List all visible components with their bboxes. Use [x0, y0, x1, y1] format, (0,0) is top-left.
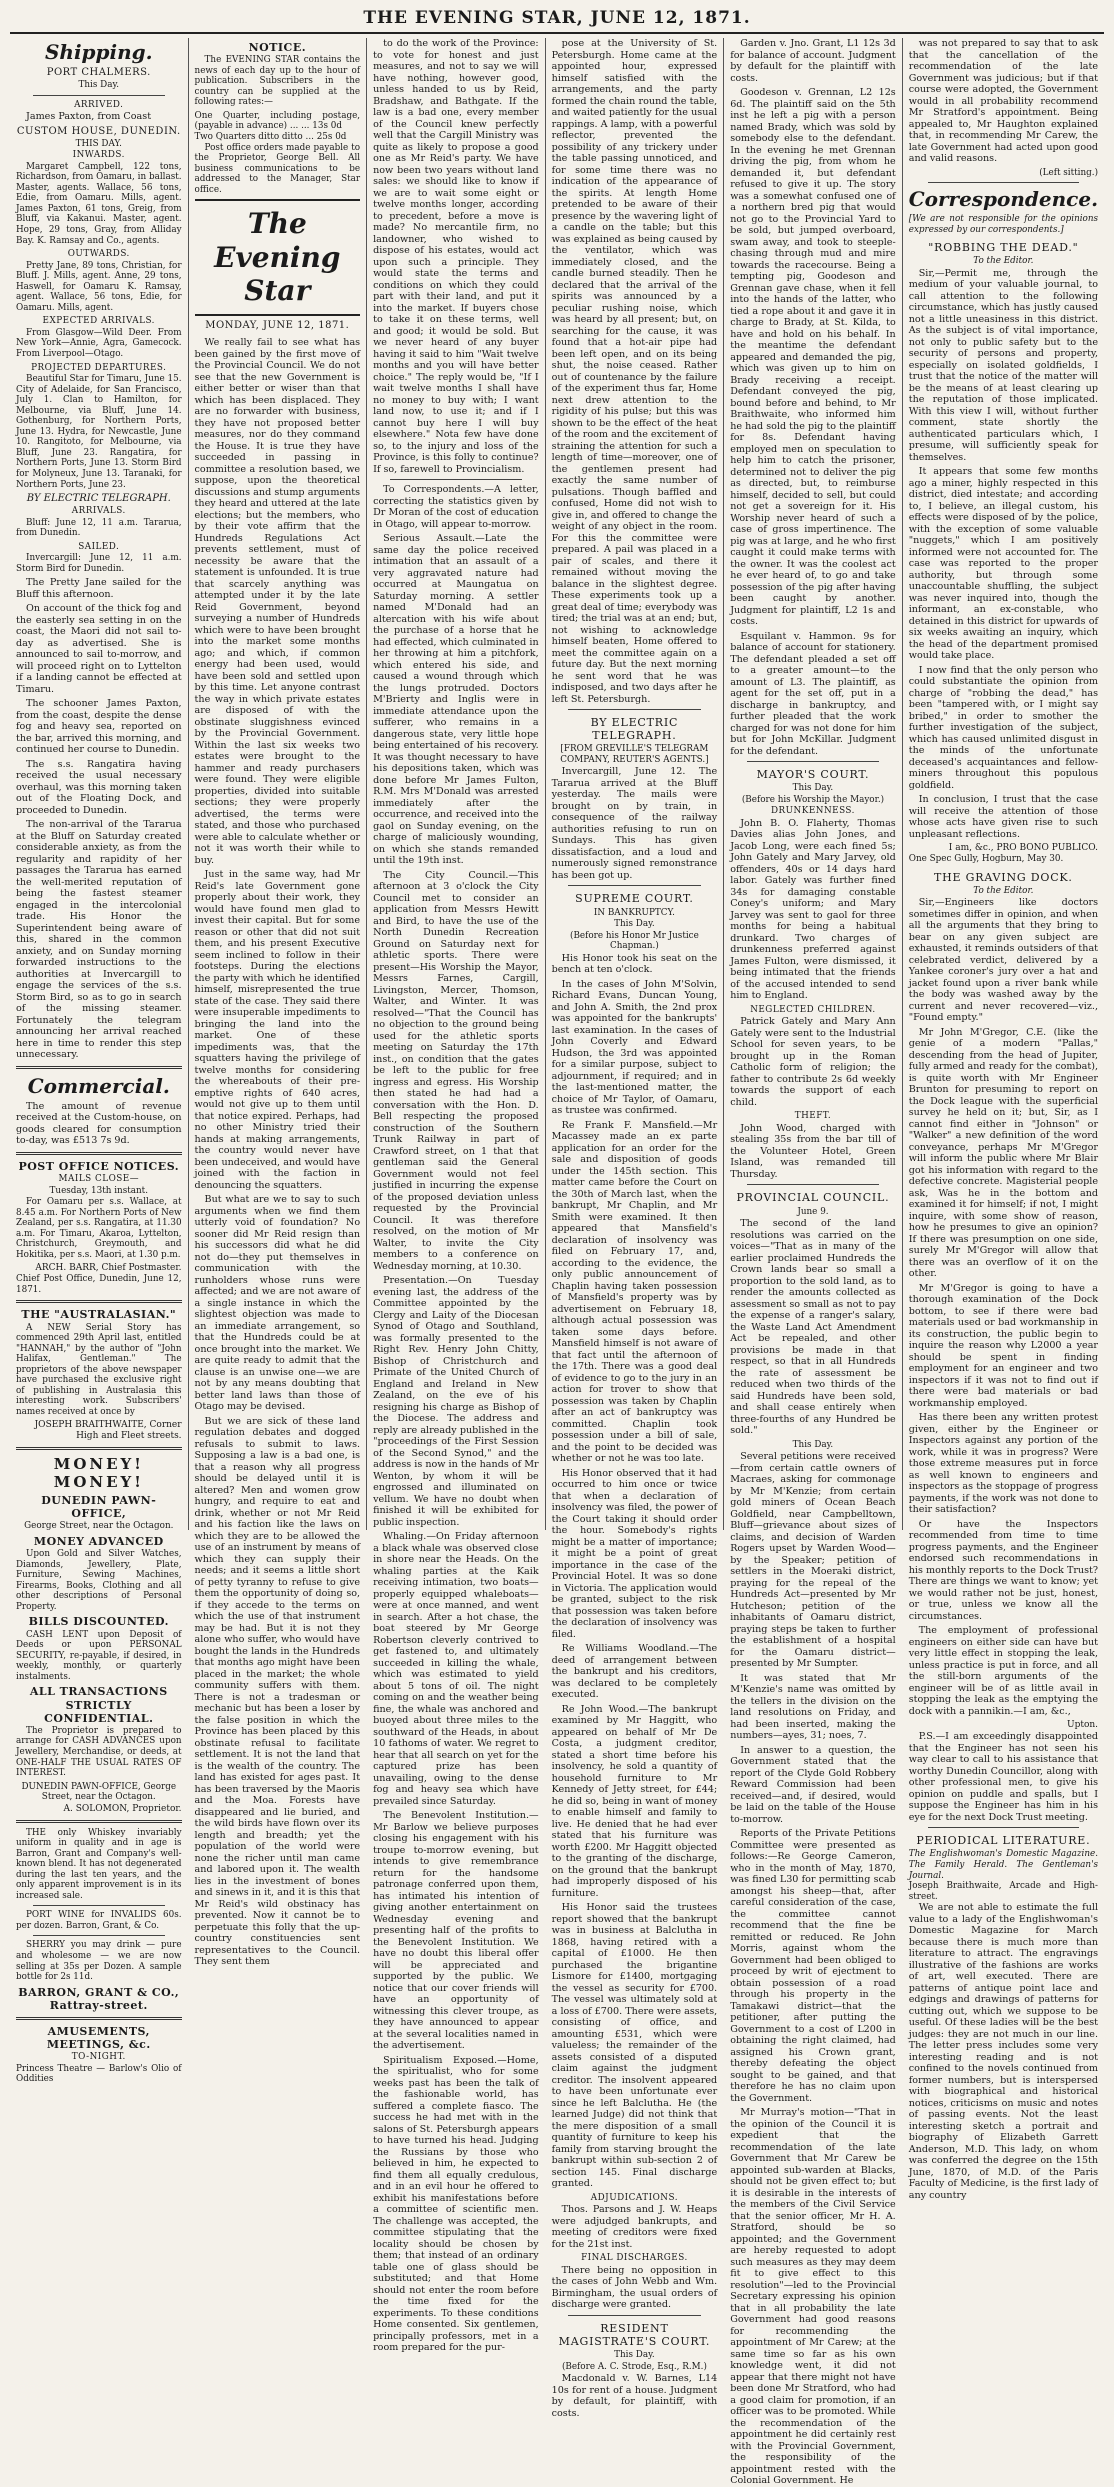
shipping-heading: Shipping.	[44, 40, 153, 64]
newspaper-title: The Evening Star	[195, 199, 361, 316]
money-heading: MONEY! MONEY!	[53, 1455, 144, 1492]
pc-day: This Day.	[792, 1439, 834, 1450]
customs-heading: CUSTOM HOUSE, DUNEDIN.	[16, 125, 181, 137]
periodical-list: The Englishwoman's Domestic Magazine. The Family Herald. The Gentleman's Journal.	[908, 1849, 1099, 1881]
sherry-ad: SHERRY you may drink — pure and wholesome — we are now selling at 35s per Dozen. A sample bottle for 2s 11d.	[16, 1940, 182, 1983]
presentation: Presentation.—On Tuesday evening last, the address of the Committee appointed by the Clergy and Laity of the Diocesan Synod of Otago and Southland, was formally presented to the Right Rev. Henry John Chitty, Bishop of Christchurch and Primate of the United Church of England and Ireland in New Zealand, on the eve of his resigning his charge as Bishop of the Diocese. The address and reply are already published in the "proceedings of the First Session of the Second Synod," and the address is now in the hands of Mr Wenton, by whom it will be engrossed and illuminated on vellum. We have no doubt when finished it will be exhibited for public inspection.	[373, 1275, 539, 1528]
amusements-heading: AMUSEMENTS, MEETINGS, &c.	[46, 2025, 151, 2052]
supreme-court-heading: SUPREME COURT.	[575, 892, 694, 906]
leader-para-1: We really fail to see what has been gained by the first move of the Provincial Council. We do not see that the new Government is either better or wiser than that which has been displaced. They are no forwarder with business, they have not proposed better measures, nor do they command the House. It is true they have succeeded in passing in committee a resolution based, we suppose, upon the theoretical discussions and stump arguments they heard and uttered at the late elections; but the members, who by their vote affirm that the Hundreds Regulations Act prevents settlement, must of necessity be aware that the statement is unfounded. It is true that scarcely anything was attempted under it by the late Reid Government, beyond surveying a number of Hundreds which were to have been brought into the market some months ago; and which, if common energy had been used, would have been sold and settled upon by this time. Let anyone contrast the way in which private estates are disposed of with the obstinate sluggishness evinced by the Provincial Government. Within the last six weeks two estates were brought to the hammer and ready purchasers were found. They were eligible properties, divided into suitable sections; they were properly advertised, the terms were stated, and those who purchased were able to calculate whether or not it was worth their while to buy.	[194, 337, 361, 866]
rm-before: (Before A. C. Strode, Esq., R.M.)	[561, 2361, 707, 2372]
sc-day: This Day.	[614, 919, 655, 930]
letter-2-para-5: Or have the Inspectors recommended from time to time progress payments, and the Engineer endorsed such recommendations in his monthly reports to the Dock Trust? There are things we want to know; yet we would rather not be just, honest, or true, unless we know all the circumstances.	[908, 1518, 1099, 1622]
commercial-text: The amount of revenue received at the Custom-house, on goods cleared for consumption to-day, was £513 7s 9d.	[16, 1100, 182, 1147]
periodical-text: We are not able to estimate the full value to a lady of the Englishwoman's Domestic Magazine for March because there is much more than literature to attract. The engravings illustrative of the fashions are works of art, well executed. There are patterns of antique point lace and edgings and drawings of patterns for cutting out, which we suppose to be useful. Of these ladies will be the best judges: they are not much in our line. The letter press includes some very interesting reading and is not confined to the novels continued from former numbers, but is interspersed with biographical and historical notices, criticisms on music and notes of passing events. Not the least interesting sketch a portrait and biography of Elizabeth Garrett Anderson, M.D. This lady, on whom was conferred the degree on the 15th June, 1870, of M.D. of the Paris Faculty of Medicine, is the first lady of any country	[908, 1902, 1099, 2201]
sc-para-3: Re Frank F. Mansfield.—Mr Macassey made an ex parte application for an order for the sale and disposition of goods under the 145th section. This matter came before the Court on the 30th of March last, when the bankrupt, Mr Chaplin, and Mr Smith were examined. It then appeared that Mansfield's declaration of insolvency was filed on February 17, and, according to the evidence, the only public announcement of Chaplin having taken possession of Mansfield's property was by advertisement on February 18, although actual possession was taken some days before. Mansfield himself is not aware of that fact until the afternoon of the 17th. There was a good deal of evidence to go to the jury in an action for trover to show that possession was taken by Chaplin after an act of bankruptcy was committed. Chaplin took possession under a bill of sale, and the point to be decided was whether or not he was too late.	[551, 1119, 718, 1465]
col5-para-1: Garden v. Jno. Grant, L1 12s 3d for balance of account. Judgment by default for the plaintiff with costs.	[730, 38, 896, 84]
letter-2-para-2: Mr John M'Gregor, C.E. (like the genie of a modern "Pallas," descending from the head of Jupiter, fully armed and ready for the combat), is quite worth with Mr Engineer Brunton for presuming to report on the Dock league with the superficial survey he held on it; but, Sir, as I cannot find either in "Johnson" or "Walker" a new definition of the word conveyance, perhaps Mr M'Gregor will inform the public where Mr Blair got his information with regard to the defective concrete. Magisterial people ask, Was he in the bottom and examined it for himself; if not, I might inquire, with some show of reason, how he presumes to give an opinion? If there was presumption on one side, surely Mr M'Gregor will allow that there was an overflow of it on the other.	[908, 1026, 1099, 1280]
expected-label: EXPECTED ARRIVALS.	[42, 316, 155, 327]
letter-1-to: To the Editor.	[973, 256, 1034, 267]
columns	[10, 38, 1104, 2487]
letter-2-para-1: Sir,—Engineers like doctors sometimes differ in opinion, and when all the arguments that they bring to bear on any given subject are exhausted, it reminds outsiders of that celebrated verdict, delivered by a Yankee coroner's jury over a hat and jacket found upon a river bank while the body was washed away by the current and never recovered—viz., "Found empty."	[908, 897, 1099, 1024]
inwards-label: INWARDS.	[72, 150, 125, 161]
pc-para-6: Mr Murray's motion—"That in the opinion of the Council it is expedient that the recommendation of the late Government that Mr Carew be appointed sub-warden at Blacks, should not be given effect to; but it is desirable in the interests of the members of the Civil Service that the senior officer, Mr H. A. Stratford, should be so appointed; and the Government are hereby requested to adopt such measures as they may deem fit to give effect to this resolution"—led to the Provincial Secretary expressing his opinion that in all probability the late Government had good reasons for recommending the appointment of Mr Carew; at the same time so far as his own knowledge went, it did not appear that there might not have been done Mr Stratford, who had a good claim for promotion, if an officer was to be promoted. While the recommendation of the appointment he did certainly rest with the Provincial Government, the responsibility of the appointment rested with the Colonial Government. He	[730, 2107, 896, 2487]
col3-para-1: to do the work of the Province: to vote for honest and just measures, and not to say we will have nothing, however good, unless handed to us by Reid, Bradshaw, and Bathgate. If the law is a bad one, every member of the Council knew perfectly well that the Cargill Ministry was quite as likely to propose a good one as Mr Reid's party. We have now been two years without land sales: we should like to know if we are to wait some eight or twelve months longer, according to precedent, before a move is made? No mercantile firm, no landowner, who wished to dispose of his estates, would act upon such a principle. They would state the terms and conditions on which they could part with their land, and put it into the market. If buyers chose to take it on these terms, well and good; it would be sold. But we never heard of any buyer having it said to him "Wait twelve months and you will have better choice." The reply would be, "If I wait twelve months I shall have no money to buy with; I want land now, to use it; and if I cannot buy here I will buy elsewhere." Nota few have done so, to the injury and loss of the Province, is this folly to continue? If so, farewell to Provincialism.	[373, 38, 539, 475]
port-wine-ad: PORT WINE for INVALIDS 60s. per dozen. Barron, Grant, & Co.	[16, 1910, 182, 1931]
spiritualism-exposed: Spiritualism Exposed.—Home, the spiritualist, who for some weeks past has been the talk of the fashionable world, has suffered a complete fiasco. The success he had met with in the salons of St. Petersburgh appears to have turned his head. Judging the Russians by those who believed in him, he expected to find them all equally credulous, and in an evil hour he offered to exhibit his manifestations before a committee of scientific men. The challenge was accepted, the committee stipulating that the locality should be chosen by them; that instead of an ordinary table one of glass should be substituted; and that Home should not enter the room before the time fixed for the experiments. To these conditions Home consented. Six gentlemen, principally professors, met in a room prepared for the pur-	[373, 2054, 539, 2353]
post-office-heading: POST OFFICE NOTICES.	[18, 1159, 180, 1173]
leader-para-2: Just in the same way, had Mr Reid's late Government gone properly about their work, they would have found men glad to invest their capital. But for some reason or other that did not suit them, and his present Executive seem inclined to follow in their footsteps. During the elections the party with which he identified himself, misrepresented the true state of the case. They said there were insuperable impediments to bringing the land into the market. One of these impediments was, that the squatters having the privilege of twelve months for considering the whereabouts of their pre-emptive rights of 640 acres, would not give up to them until that notice expired. Perhaps, had no other Ministry tried their hands at making arrangements, the country would never have been undeceived, and would have joined with the faction in denouncing the squatters.	[194, 869, 361, 1191]
notice-text: The EVENING STAR contains the news of each day up to the hour of publication. Subscribers in the country can be supplied at the following rates:—	[194, 55, 361, 108]
arrived-label: ARRIVED.	[74, 99, 124, 110]
column-3	[367, 38, 546, 2353]
letter-2-to: To the Editor.	[973, 885, 1034, 896]
masthead: THE EVENING STAR, JUNE 12, 1871.	[10, 8, 1104, 34]
letter-2-para-3: Mr M'Gregor is going to have a thorough examination of the Dock bottom, to see if there were bad materials used or bad workmanship in its construction, the public begin to inquire the reason why L2000 a year should be spent in finding employment for an engineer and two inspectors if it was not to find out if there were bad materials or bad workmanship employed.	[908, 1282, 1099, 1409]
pc-para-4: In answer to a question, the Government stated that the report of the Clyde Gold Robbery Reward Commission had been received—and, if desired, would be laid on the table of the House to-morrow.	[730, 1744, 896, 1825]
letter-1-heading: "ROBBING THE DEAD."	[928, 241, 1079, 255]
commercial-heading: Commercial.	[27, 1073, 170, 1098]
column-6	[903, 38, 1104, 2201]
tele-sailed-text: Invercargill: June 12, 11 a.m. Storm Bird for Dunedin.	[16, 553, 182, 574]
this-day: This Day.	[78, 80, 120, 90]
adjudications-label: ADJUDICATIONS.	[590, 2192, 679, 2203]
letter-2-para-6: The employment of professional engineers on either side can have but very little effect in stopping the leak, unless practice is put in force, and all the still-born arguments of the engineer will be of as little avail in stopping the leak as the emptying the dock with a pannikin.—I am, &c.,	[908, 1625, 1099, 1717]
shipping-body-5: The non-arrival of the Tararua at the Bluff on Saturday created considerable anxiety, as from the regularity and rapidity of her passages the Tararua has earned the well-merited reputation of being the fastest steamer engaged in the intercolonial trade. His Honor the Superintendent being aware of this, shared in the common anxiety, and on Sunday morning forwarded instructions to the authorities at Invercargill to engage the services of the s.s. Storm Bird, so as to go in search of the missing steamer. Fortunately the telegram announcing her arrival reached here in time to render this step unnecessary.	[16, 819, 182, 1061]
column-2	[189, 38, 368, 1968]
australasian-heading: THE "AUSTRALASIAN."	[21, 1308, 177, 1322]
projected-label: PROJECTED DEPARTURES.	[31, 362, 167, 373]
column-5	[724, 38, 903, 2487]
tele-arrivals-label: ARRIVALS.	[71, 506, 126, 517]
sc-para-2: In the cases of John M'Solvin, Richard Evans, Duncan Young, and John A. Smith, the 2nd prox was appointed for the bankrupts' last examination. In the cases of John Coverly and Edward Hudson, the 3rd was appointed for a similar purpose, subject to adjournment, if required; and in the last-mentioned matter, the choice of Mr Taylor, of Oamaru, as trustee was confirmed.	[551, 978, 718, 1117]
left-sitting: (Left sitting.)	[1039, 167, 1099, 178]
whaling: Whaling.—On Friday afternoon a black whale was observed close in shore near the Heads. On the whaling parties at the Kaik receiving intimation, two boats—properly equipped whaleboats—were at once manned, and went in search. After a hot chase, the boat steered by Mr George Robertson cleverly contrived to get fastened to, and ultimately succeeded in killing the whale, which was estimated to yield about 5 tons of oil. The night coming on and the weather being fine, the whale was anchored and buoyed about three miles to the southward of the Heads, in about 10 fathoms of water. We regret to hear that all search on yet for the captured prize has been unavailing, owing to the dense fog and heavy sea which have prevailed since Saturday.	[373, 1531, 539, 1807]
tele-sailed-label: SAILED.	[78, 541, 120, 552]
expected-text: From Glasgow—Wild Deer. From New York—Annie, Agra, Gamecock. From Liverpool—Otago.	[16, 327, 182, 359]
col5-para-2: Goodeson v. Grennan, L2 12s 6d. The plaintiff said on the 5th inst he left a pig with a person named Brady, which was sold by somebody else to the defendant. In the evening he met Grennan driving the pig, from whom he demanded it, but defendant refused to give it up. The story was a somewhat confused one of a northern bred pig that would not go to the Provincial Yard to be sold, but jumped overboard, swam away, and took to steeple-chasing through mud and mire towards the racecourse. Being a tempting pig, Goodeson and Grennan gave chase, when it fell into the hands of the latter, who tied a rope about it and gave it in charge to Brady, at St. Kilda, to have and hold on his behalf. In the meantime the defendant appeared and demanded the pig, which was given up to him on Brady receiving a receipt. Defendant conveyed the pig, bound before and behind, to Mr Braithwaite, who informed him he had sold the pig to the plaintiff for 8s. Defendant having employed men on speculation to help him to catch the prisoner, determined not to deliver the pig as directed, but, to reimburse himself, decided to sell, but could not get a sovereign for it. His Worship never heard of such a case of gross impertinence. The pig was at large, and he who first caught it could make terms with the owner. It was the coolest act he ever heard of, to go and take possession of the pig after having been caught by another. Judgment for plaintiff, L2 1s and costs.	[730, 87, 896, 627]
dateline: MONDAY, JUNE 12, 1871.	[205, 320, 350, 332]
arrived-text: James Paxton, from Coast	[26, 111, 152, 123]
col5-para-3: Esquilant v. Hammon. 9s for balance of account for stationery. The defendant pleaded a set off to a greater amount—to the amount of L3. The plaintiff, as agent for the set off, put in a discharge in bankruptcy, and further pleaded that the work charged for was not done for him but for John McKillar. Judgment for the defendant.	[730, 630, 896, 757]
tele-arrivals-text: Bluff: June 12, 11 a.m. Tararua, from Dunedin.	[16, 517, 182, 539]
post-signature: ARCH. BARR, Chief Postmaster.	[35, 1263, 182, 1274]
solomon-signature: A. SOLOMON, Proprietor.	[63, 1803, 182, 1814]
shipping-body-1: The Pretty Jane sailed for the Bluff this afternoon.	[16, 577, 182, 600]
money-advanced: MONEY ADVANCED	[33, 1534, 164, 1548]
tonight: TO-NIGHT.	[71, 2052, 126, 2063]
telegraph-heading: BY ELECTRIC TELEGRAPH.	[26, 493, 171, 505]
mails-close: MAILS CLOSE—	[58, 1174, 140, 1185]
australasian-text: A NEW Serial Story has commenced 29th April last, entitled "HANNAH," by the author of "John Halifax, Gentleman." The proprietors of the above newspaper have purchased the exclusive right of publishing in Australasia this interesting work. Subscribers' names received at once by	[16, 1322, 182, 1417]
pc-para-3: It was stated that Mr M'Kenzie's name was omitted by the tellers in the division on the land resolutions on Friday, and had been inserted, making the numbers—ayes, 31; noes, 7.	[730, 1672, 896, 1742]
princess-theatre: Princess Theatre — Barlow's Olio of Oddities	[16, 2063, 182, 2085]
letter-2-para-4: Has there been any written protest given, either by the Engineer or Inspectors against any portion of the work, while it was in progress? Were those extreme measures put in force as well known to engineers and inspectors as the stoppage of progress payments, if the work was not done to their satisfaction?	[908, 1412, 1099, 1516]
sc-before: (Before his Honor Mr Justice Chapman.)	[570, 930, 699, 952]
money-text: Upon Gold and Silver Watches, Diamonds, Jewellery, Plate, Furniture, Sewing Machines, Firearms, Books, Clothing and all other descriptions of Personal Property.	[16, 1549, 182, 1612]
customs-day: THIS DAY.	[75, 138, 122, 149]
benevolent-institution: The Benevolent Institution.—Mr Barlow we believe purposes closing his engagement with his troupe to-morrow evening, but intends to give remembrance return for the handsome patronage conferred upon them, has intimated his intention of giving another entertainment on Wednesday evening and presenting half of the profits to the Benevolent Institution. We have no doubt this liberal offer will be appreciated and supported by the public. We notice that our cover friends will have an opportunity of witnessing this clever troupe, as they have announced to appear at the several localities named in the advertisement.	[373, 1810, 539, 2051]
letter-2-heading: THE GRAVING DOCK.	[934, 870, 1073, 884]
mc-before: (Before his Worship the Mayor.)	[741, 794, 885, 805]
neglected-children-text: Patrick Gately and Mary Ann Gately were sent to the Industrial School for seven years, to be brought up in the Roman Catholic form of religion; the father to contribute 2s 6d weekly towards the support of each child.	[730, 1016, 896, 1108]
theft-text: John Wood, charged with stealing 35s from the bar till of the Volunteer Hotel, Green Island, was remanded till Thursday.	[730, 1122, 896, 1180]
letter-2-signature: Upton.	[1066, 1720, 1099, 1731]
pawn-address: George Street, near the Octagon.	[24, 1521, 174, 1532]
post-office-place: Chief Post Office, Dunedin, June 12, 1871.	[16, 1274, 182, 1295]
letter-2-postscript: P.S.—I am exceedingly disappointed that the Engineer has not seen his way clear to call to his assistance that worthy Dunedin Councillor, along with other professional men, to give his opinion on puddle and spalls, but I suppose the Engineer has him in his eye for the next Dock Trust meeting.	[908, 1731, 1099, 1823]
telegraph-heading-2: BY ELECTRIC TELEGRAPH.	[590, 716, 679, 743]
neglected-children-label: NEGLECTED CHILDREN.	[750, 1004, 876, 1015]
letter-1-para-3: I now find that the only person who could substantiate the opinion from charge of "robbing the dead," has been "tampered with, or I might say bribed," in order to smother the further investigation of the subject, which has caused unlimited disgust in the minds of the unfortunate deceased's acquaintances and fellow-miners throughout this populous goldfield.	[908, 664, 1099, 791]
rm-day: This Day.	[614, 2350, 655, 2361]
pc-para-5: Reports of the Private Petitions Committee were presented as follows:—Re George Cameron, who in the month of May, 1870, was fined L30 for permitting scab amongst his sheep—that, after careful consideration of the case, the committee cannot recommend that the fine be remitted or reduced. Re John Morris, against whom the Government had been obliged to proceed by writ of ejectment to obtain possession of a road through his property in the Tamakawi district—that the petitioner, after putting the Government to a cost of L200 in obtaining the right claimed, had assigned his Crown grant, thereby defeating the object sought to be gained, and that therefore he has no claim upon the Government.	[730, 1828, 896, 2104]
letter-1-place: One Spec Gully, Hogburn, May 30.	[908, 854, 1064, 865]
pawn-office: DUNEDIN PAWN-OFFICE,	[41, 1494, 157, 1521]
leader-para-3: But what are we to say to such arguments when we find them utterly void of foundation? No sooner did Mr Reid resign than his successors did what he did not do—they put themselves in communication with the runholders whose runs were affected; and we are not aware of a single instance in which the slightest objection was made to an immediate arrangement, so that the Hundreds could be at once brought into the market. We are quite ready to admit that the clause is an unwise one—we are not by any means doubting that better land laws than those of Otago may be devised.	[194, 1194, 361, 1413]
proprietor-text: The Proprietor is prepared to arrange for CASH ADVANCES upon Jewellery, Merchandise, or deeds, at ONE-HALF THE USUAL RATES OF INTEREST.	[16, 1725, 182, 1779]
whiskey-ad: THE only Whiskey invariably uniform in quality and in age is Barron, Grant and Company's well-known blend. It has not degenerated during the last ten years, and the only apparent improvement is in its increased sale.	[16, 1827, 182, 1901]
drunkenness-label: DRUNKENNESS.	[770, 806, 855, 817]
bills-discounted: BILLS DISCOUNTED.	[28, 1615, 169, 1629]
telegraph-text: Invercargill, June 12. The Tararua arrived at the Bluff yesterday. The mails were brought on by train, in consequence of the railway authorities refusing to run on Sundays. This has given dissatisfaction, and a loud and numerously signed remonstrance has been got up.	[551, 766, 718, 881]
adjudications-text: Thos. Parsons and J. W. Heaps were adjudged bankrupts, and meeting of creditors were fixed for the 21st inst.	[551, 2204, 718, 2250]
outwards-text: Pretty Jane, 89 tons, Christian, for Bluff. J. Mills, agent. Anne, 29 tons, Haswell, for Oamaru K. Ramsay, agent. Wallace, 56 tons, Edie, for Oamaru. Mills, agent.	[16, 260, 182, 313]
provincial-council-heading: PROVINCIAL COUNCIL.	[736, 1191, 890, 1205]
letter-1-para-1: Sir,—Permit me, through the medium of your valuable journal, to call attention to the following circumstance, which has justly caused not a little uneasiness in this district. As the subject is of vital importance, not only to public safety but to the security of persons and property, especially on isolated goldfields, I trust that the notice of the matter will be the means of at least clearing up the reputation of those implicated. With this view I will, without further comment, state shortly the authenticated particulars which, I presume, will sufficiently speak for themselves.	[908, 267, 1099, 463]
periodical-literature-heading: PERIODICAL LITERATURE.	[916, 1834, 1091, 1848]
inwards-text: Margaret Campbell, 122 tons, Richardson, from Oamaru, in ballast. Master, agents. Wallace, 56 tons, Edie, from Oamaru. Mills, agent. James Paxton, 61 tons, Greig, from Bluff, via Kakanui. Master, agent. Hope, 29 tons, Gray, from Alliday Bay. K. Ramsay and Co., agents.	[16, 161, 182, 246]
all-transactions: ALL TRANSACTIONS STRICTLY CONFIDENTIAL.	[29, 1685, 168, 1725]
rm-text: Macdonald v. W. Barnes, L14 10s for rent of a house. Judgment by default, for plaintiff, with costs.	[551, 2373, 718, 2419]
sc-para-1: His Honor took his seat on the bench at ten o'clock.	[551, 952, 718, 976]
shipping-body-2: On account of the thick fog and the easterly sea setting in on the coast, the Maori did not sail to-day as advertised. She is announced to sail to-morrow, and will proceed right on to Lyttelton if a landing cannot be effected at Timaru.	[16, 603, 182, 695]
col6-para-1: was not prepared to say that to ask that the cancellation of the recommendation of the late Government was judicious; but if that course were adopted, the Government would in all probability recommend Mr Stratford's appointment. Being appealed to, Mr Haughton explained that, in recommending Mr Carew, the late Government had acted upon good and valid reasons.	[908, 38, 1099, 164]
drunkenness-text: John B. O. Flaherty, Thomas Davies alias John Jones, and Jacob Long, were each fined 5s; John Gately and Mary Jarvey, old offenders, 40s or 14 days hard labor. Gately was further fined 34s for damaging constable Coney's uniform; and Mary Jarvey was sent to gaol for three months for being a habitual drunkard. Two charges of drunkenness preferred against James Fulton, were dismissed, it being intimated that the friends of the accused intended to send him to England.	[730, 817, 896, 1002]
correspondents-note: To Correspondents.—A letter, correcting the statistics given by Dr Moran of the cost of education in Otago, will appear to-morrow.	[373, 484, 539, 530]
column-1	[10, 38, 189, 2085]
rate-1: One Quarter, including postage, (payable in advance) ... ... 13s 0d	[194, 110, 361, 132]
outwards-label: OUTWARDS.	[67, 249, 130, 260]
theft-label: THEFT.	[794, 1111, 832, 1122]
cash-text: CASH LENT upon Deposit of Deeds or upon PERSONAL SECURITY, re-payable, if desired, in weekly, monthly, or quarterly instalments.	[16, 1629, 182, 1682]
sc-para-7: His Honor said the trustees report showed that the bankrupt was in business at Balclutha in 1868, having retired with a capital of £1000. He then purchased the brigantine Lismore for £1400, mortgaging the vessel as security for £700. The vessel was ultimately sold at a loss of £700. There were assets, consisting of office, and amounting £531, which were valueless; the remainder of the assets consisted of a disputed claim against the judgment creditor. The insolvent appeared to have been unfortunate ever since he left Balclutha. He (the learned Judge) did not think that the mere disposition of a small quantity of furniture to keep his family from starving brought the bankrupt within sub-section 2 of section 145. Final discharge granted.	[551, 1902, 718, 2190]
column-4	[546, 38, 725, 2419]
city-council: The City Council.—This afternoon at 3 o'clock the City Council met to consider an application from Messrs Hewitt and Bird, to have the use of the North Dunedin Recreation Ground on Saturday next for athletic sports. There were present—His Worship the Mayor, Messrs Farnes, Cargill, Livingston, Mercer, Thomson, Walter, and Winter. It was resolved—"That the Council has no objection to the ground being used for the athletic sports meeting on Saturday the 17th inst., on condition that the gates be left to the public for free ingress and egress. His Worship then stated he had had a conversation with the Hon. D. Bell respecting the proposed construction of the Southern Trunk Railway in part of Crawford street, on 1 that that gentleman said the General Government would not feel justified in incurring the expense of the proposed deviation unless requested by the Provincial Council. It was therefore resolved, on the motion of Mr Walter, to invite the City members to a conference on Wednesday morning, at 10.30.	[373, 869, 539, 1272]
serious-assault: Serious Assault.—Late the same day the police received intimation that an assault of a very aggravated nature had occurred at Maungatua on Saturday morning. A settler named M'Donald had an altercation with his wife about the purchase of a horse that he had effected, which culminated in her throwing at him a pitchfork, which entered his side, and caused a wound through which the lungs protruded. Doctors M'Brierty and Inglis were in immediate attendance upon the sufferer, who remains in a dangerous state, very little hope being entertained of his recovery. It was thought necessary to have his depositions taken, which was done before Mr James Fulton, R.M. Mrs M'Donald was arrested immediately after the occurrence, and received into the gaol on Sunday evening, on the charge of maliciously wounding, on which she stands remanded until the 19th inst.	[373, 533, 539, 866]
pc-para-2: Several petitions were received—from certain cattle owners of Macraes, asking for commonage by Mr M'Kenzie; from certain gold miners of Ocean Beach Goldfield, near Campbelltown, Bluff—grievance about sizes of claims, and decision of Warden Rogers upset by Warden Wood—by the Speaker; petition of settlers in the Moeraki district, praying for the repeal of the Hundreds Act—presented by Mr Hutcheson; petition of the inhabitants of Oamaru district, praying steps be taken to further the establishment of a hospital for the Oamaru district—presented by Mr Sumpter.	[730, 1451, 896, 1670]
mc-day: This Day.	[792, 783, 834, 794]
projected-text: Beautiful Star for Timaru, June 15. City of Adelaide, for San Francisco, July 1. Clan to Hamilton, for Melbourne, via Bluff, June 14. Gothenburg, for Northern Ports, June 13. Hydra, for Newcastle, June 10. Rangitoto, for Melbourne, via Bluff, June 23. Rangatira, for Northern Ports, June 13. Storm Bird for Molyneux, June 13. Taranaki, for Northern Ports, June 23.	[16, 374, 182, 490]
correspondence-note: [We are not responsible for the opinions expressed by our correspondents.]	[908, 214, 1099, 235]
letter-1-para-2: It appears that some few months ago a miner, highly respected in this district, died intestate; and according to, I believe, an illegal custom, his effects were disposed of by the police, with the exception of some valuable "nuggets," which I am positively informed were not accounted for. The case was reported to the proper authority, but through some unaccountable shuffling, the subject was never inquired into, though the informant, an ex-constable, who detained in this district for upwards of six weeks awaiting an inquiry, which the head of the department promised would take place.	[908, 466, 1099, 662]
resident-magistrate-heading: RESIDENT MAGISTRATE'S COURT.	[558, 2321, 711, 2349]
mayors-court-heading: MAYOR'S COURT.	[756, 768, 870, 781]
notice-heading: NOTICE.	[248, 41, 307, 54]
australasian-signature: JOSEPH BRAITHWAITE, Corner High and Fleet streets.	[34, 1420, 182, 1442]
pc-date: June 9.	[797, 1206, 829, 1217]
sc-para-5: Re Williams Woodland.—The deed of arrangement between the bankrupt and his creditors, was declared to be completely executed.	[551, 1643, 718, 1701]
pc-para-1: The second of the land resolutions was carried on the voices—"That as in many of the earlier proclaimed Hundreds the Crown lands bear so small a proportion to the sold land, as to render the amounts collected as assessment so small as not to pay the expense of a ranger's salary, the Waste Land Act Amendment Act be repealed, and other provisions be made in that respect, so that in all Hundreds the rate of assessment be reduced when two thirds of the said Hundreds have been sold, and shall cease entirely when three-fourths of any Hundred be sold."	[730, 1218, 896, 1437]
pawn-office-2: DUNEDIN PAWN-OFFICE, George Street, near the Octagon.	[21, 1781, 177, 1803]
periodical-from: Joseph Braithwaite, Arcade and High-street.	[908, 1881, 1099, 1902]
barron-grant: BARRON, GRANT & CO., Rattray-street.	[18, 1985, 180, 2012]
shipping-body-3: The schooner James Paxton, from the coast, despite the dense fog and heavy sea, reported on the bar, arrived this morning, and continued her course to Dunedin.	[16, 698, 182, 756]
shipping-body-4: The s.s. Rangatira having received the usual necessary overhaul, was this morning taken out of the Floating Dock, and proceeded to Dunedin.	[16, 758, 182, 816]
mails-text: For Oamaru per s.s. Wallace, at 8.45 a.m. For Northern Ports of New Zealand, per s.s. Rangatira, at 11.30 a.m. For Timaru, Akaroa, Lyttelton, Christchurch, Greymouth, and Hokitika, per s.s. Maori, at 1.30 p.m.	[16, 1197, 182, 1260]
col4-para-1: pose at the University of St. Petersburgh. Home came at the appointed hour, expressed himself satisfied with the arrangements, and the party formed the chain round the table, and waited patiently for the usual rappings. A lamp, with a powerful reflector, prevented the possibility of any trickery under the table passing unnoticed, and for some time there was no indication of the appearance of the spirits. At length Home pretended to be aware of their presence by the wavering light of a candle on the table; but this was explained as being caused by the ventilator, which was immediately closed, and the candle burned steadily. Then he declared that the arrival of the spirits was announced by a peculiar rushing noise, which was heard by all present; but, on searching for the cause, it was found that a hot-air pipe had been left open, and on its being shut, the noise ceased. Rather out of countenance by the failure of the experiment thus far, Home next drew attention to the rigidity of his pulse; but this was shown to be the effect of the heat of the room and the excitement of straining the attention for such a length of time—moreover, one of the gentlemen present had exactly the same number of pulsations. Though baffled and confused, Home did not wish to give in, and offered to change the weight of any object in the room. For this the committee were prepared. A pail was placed in a pair of scales, and there it remained without moving the balance in the slightest degree. These experiments took up a great deal of time; everybody was tired; the trial was at an end; but, not wishing to acknowledge himself beaten, Home offered to meet the committee again on a future day. But the next morning he sent word that he was indisposed, and two days after he left St. Petersburgh.	[551, 38, 718, 705]
leader-para-4: But we are sick of these land regulation debates and dogged refusals to submit to laws. Supposing a law is a bad one, is that a reason why all progress should be delayed until it is altered? Men and women grow hungry, and require to eat and drink, whether or not Mr Reid and his faction like the laws on which they are to be allowed the use of an instrument by means of which they can supply their needs; and it seems a little short of petty tyranny to refuse to give them the opportunity of doing so, if they accede to the terms on which the use of that instrument may be had. But it is not they alone who suffer, who would have bought the lands in the Hundreds that months ago might have been placed in the market; the whole community suffers with them. There is not a tradesman or mechanic but has been a loser by the false position in which the Province has been placed by this obstinate refusal to facilitate settlement. It is not the land that is the wealth of the country. The land has existed for ages past. It has been traversed by the Maoris and the Moa. Forests have disappeared and lie buried, and the wild birds have flown over its length and breadth; yet the population of the world were none the richer until man came and labored upon it. The wealth lies in the investment of bones and sinews in it, and it is this that Mr Reid's wild obstinacy has prevented. Now it cannot be to perpetuate this folly that the up-country constituencies sent representatives to the Council. They sent them	[194, 1415, 361, 1968]
rate-2: Two Quarters ditto ditto ... 25s 0d	[194, 132, 347, 143]
final-discharges-label: FINAL DISCHARGES.	[581, 2253, 688, 2264]
telegraph-source: [FROM GREVILLE'S TELEGRAM COMPANY, REUTER'S AGENTS.]	[560, 744, 709, 765]
sc-para-6: Re John Wood.—The bankrupt examined by Mr Haggitt, who appeared on behalf of Mr De Costa, a judgment creditor, stated a short time before his insolvency, he sold a quantity of household furniture to Mr Kennedy of Jetty street, for £44; he did so, being in want of money to enable himself and family to live. He denied that he had ever stated that his furniture was worth £200. Mr Haggitt objected to the granting of the discharge, on the ground that the bankrupt had improperly disposed of his furniture.	[551, 1703, 718, 1899]
final-discharges-text: There being no opposition in the cases of John Webb and Wm. Birmingham, the usual orders of discharge were granted.	[551, 2264, 718, 2311]
letter-1-signature: I am, &c., PRO BONO PUBLICO.	[948, 843, 1099, 854]
sc-para-4: His Honor observed that it had occurred to him once or twice that when a declaration of insolvency was filed, the power of the Court taking it should order the hour. Somebody's rights might be a matter of importance; it might be a point of great importance in the case of the Provincial Hotel. It was so done in Victoria. The application would be granted, subject to the risk that possession was taken before the declaration of insolvency was filed.	[551, 1467, 718, 1640]
notice-text-2: Post office orders made payable to the Proprietor, George Bell. All business communications to be addressed to the Manager, Star office.	[194, 142, 361, 195]
bankruptcy-heading: IN BANKRUPTCY.	[593, 907, 675, 918]
port-heading: PORT CHALMERS.	[46, 67, 151, 78]
correspondence-heading: Correspondence.	[908, 187, 1099, 212]
mails-day: Tuesday, 13th instant.	[49, 1185, 149, 1196]
letter-1-para-4: In conclusion, I trust that the case will receive the attention of those whose acts have given rise to such unpleasant reflections.	[908, 794, 1099, 840]
